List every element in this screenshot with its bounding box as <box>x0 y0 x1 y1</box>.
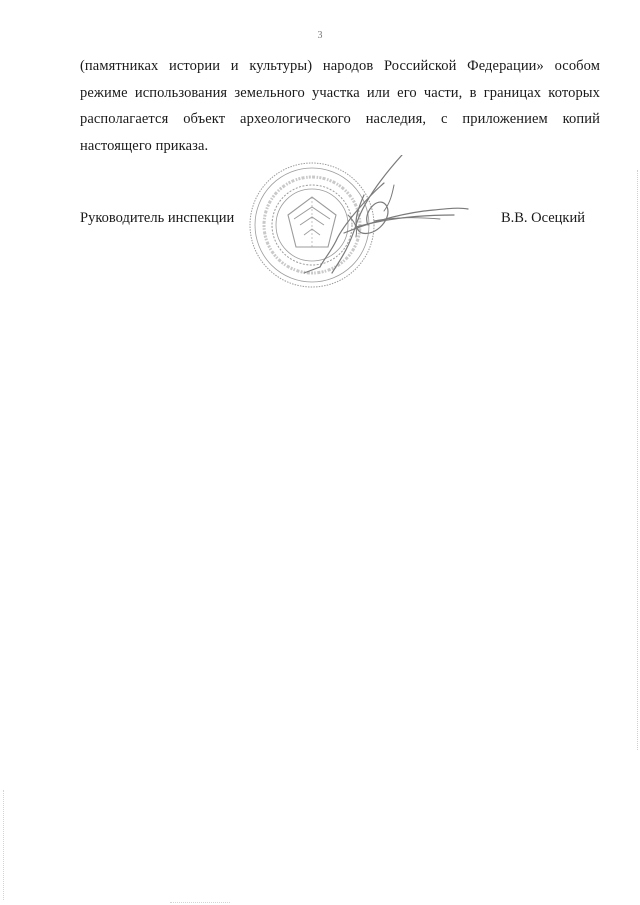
paragraph-line: режиме использования земельного участка или его части, в границах которых <box>80 84 600 101</box>
signatory-role: Руководитель инспекции <box>80 210 235 226</box>
paragraph-line: располагается объект археологического наследия, с приложением копий <box>80 111 600 127</box>
official-seal-icon <box>244 155 474 290</box>
scan-edge-mark <box>637 170 638 750</box>
paragraph-line: настоящего приказа. <box>80 137 209 154</box>
page-number: 3 <box>317 30 323 41</box>
scan-edge-mark <box>170 902 230 903</box>
paragraph <box>80 53 600 159</box>
scan-edge-mark <box>3 790 4 900</box>
handwritten-signature-icon <box>304 155 468 273</box>
signatory-name: В.В. Осецкий <box>500 210 585 226</box>
paragraph-line: (памятниках истории и культуры) народов Российской Федерации» особом <box>80 58 600 74</box>
